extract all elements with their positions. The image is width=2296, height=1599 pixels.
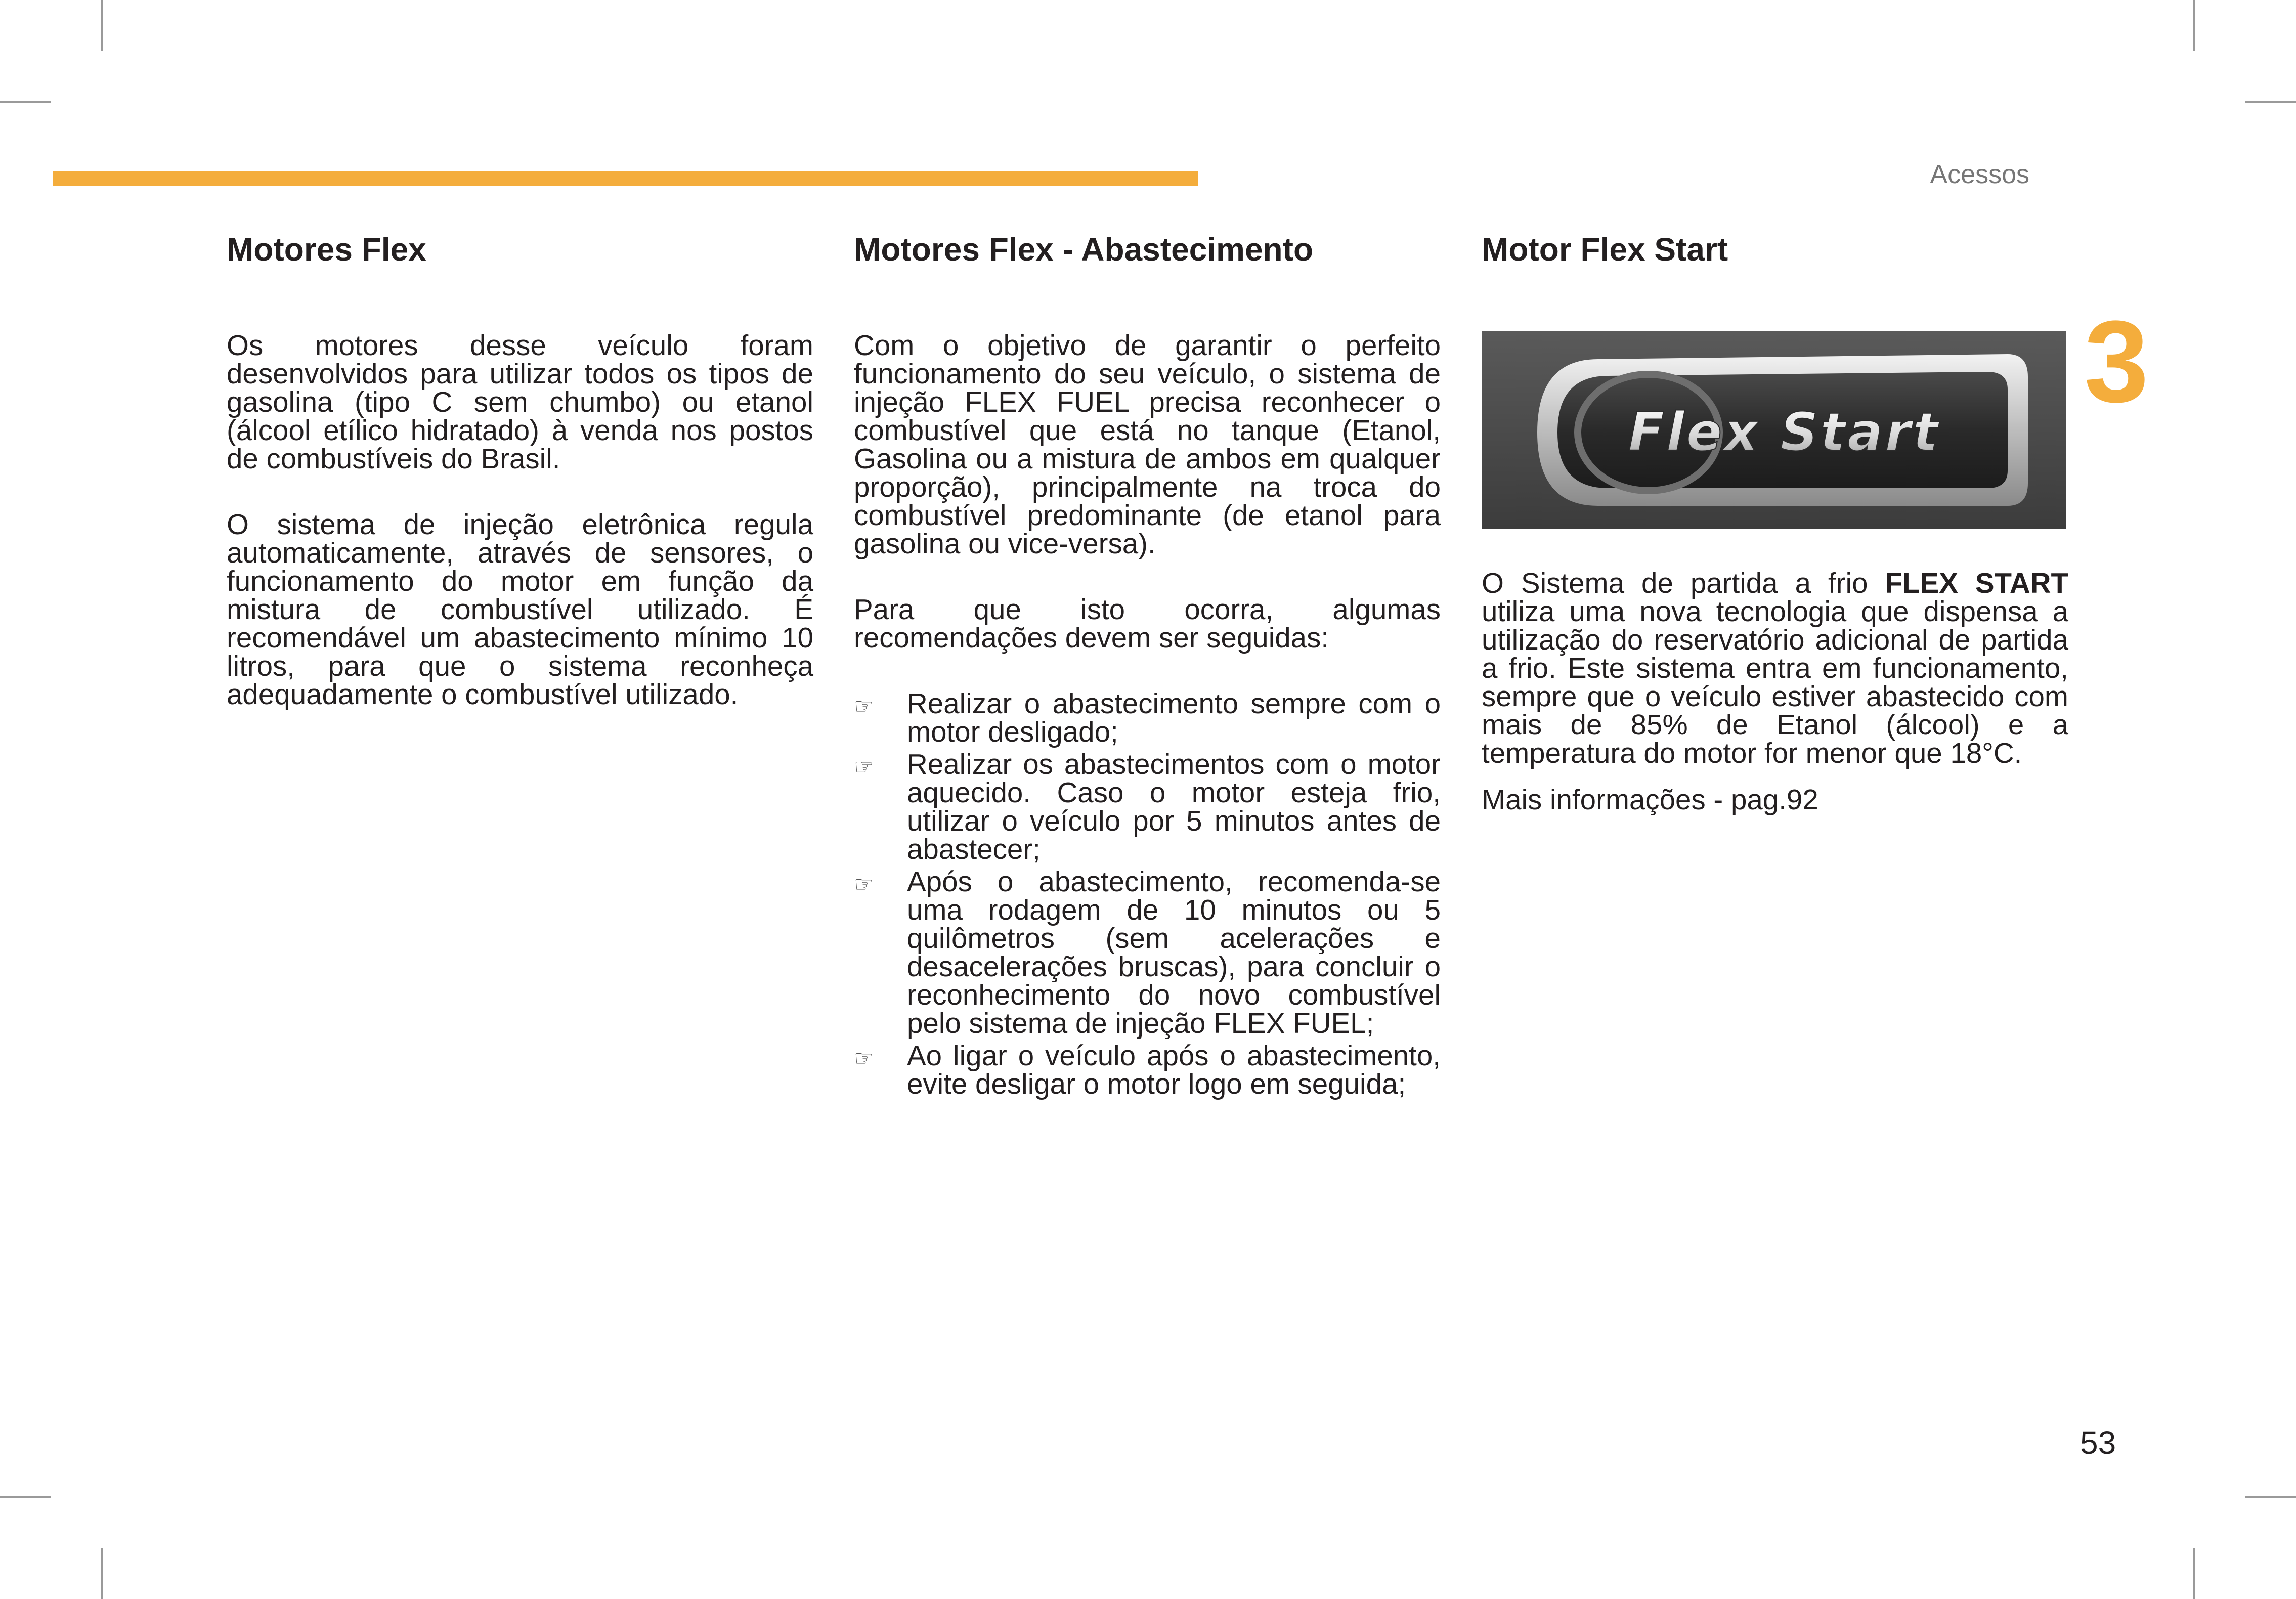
crop-mark — [101, 0, 103, 51]
list-item-text: Após o abastecimento, recomenda-se uma rodagem de 10 minutos ou 5 quilômetros (sem acelerações e desacelerações bruscas), para concluir o reconhecimento do novo combustível pelo sistema de injeção FLEX FUEL; — [907, 866, 1441, 1039]
header-accent-bar — [53, 171, 1198, 186]
intro-bold-text: FLEX START — [1885, 567, 2068, 599]
intro-text-continued: utiliza uma nova tecnologia que dispensa a utilização do reservatório adicional de partida a frio. Este sistema entra em funcionamento, sempre que o veículo estiver abastecido com mais de 85% de Etanol (álcool) e a temperatura do motor for menor que 18°C. — [1482, 595, 2068, 769]
logo-text: Flex Start — [1628, 401, 1940, 463]
pointing-hand-icon: ☞ — [854, 694, 874, 719]
paragraph — [1482, 569, 2068, 767]
crop-mark — [0, 101, 51, 103]
list-item-text: Ao ligar o veículo após o abastecimento, evite desligar o motor logo em seguida; — [907, 1040, 1441, 1100]
section-heading: Motor Flex Start — [1482, 231, 1728, 268]
list-item — [854, 1042, 1441, 1098]
paragraph: Com o objetivo de garantir o perfeito funcionamento do seu veículo, o sistema de injeção FLEX FUEL precisa reconhecer o combustível que está no tanque (Etanol, Gasolina ou a mistura de ambos em qualquer proporção), principalmente na troca do combustível predominante (de etanol para gasolina ou vice-versa). — [854, 329, 1441, 559]
paragraph: Os motores desse veículo foram desenvolvidos para utilizar todos os tipos de gasolina (tipo C sem chumbo) ou etanol (álcool etílico hidratado) à venda nos postos de combustíveis do Brasil. — [227, 329, 813, 474]
list-item-text: Realizar os abastecimentos com o motor aquecido. Caso o motor esteja frio, utilizar o veículo por 5 minutos antes de abastecer; — [907, 748, 1441, 865]
pointing-hand-icon: ☞ — [854, 872, 874, 897]
flex-start-logo-image — [1482, 331, 2066, 529]
crop-mark — [0, 1496, 51, 1498]
list-item — [854, 750, 1441, 863]
paragraph: O sistema de injeção eletrônica regula automaticamente, através de sensores, o funcionamento do motor em função da mistura de combustível utilizado. É recomendável um abastecimento mínimo 10 litros, para que o sistema reconheça adequadamente o combustível utilizado. — [227, 508, 813, 710]
crop-mark — [2245, 1496, 2296, 1498]
list-item — [854, 868, 1441, 1038]
pointing-hand-icon: ☞ — [854, 755, 874, 780]
crop-mark — [2193, 1548, 2195, 1599]
chapter-number: 3 — [2084, 296, 2149, 426]
crop-mark — [2245, 101, 2296, 103]
section-heading: Motores Flex - Abastecimento — [854, 231, 1314, 268]
list-item — [854, 689, 1441, 746]
section-heading: Motores Flex — [227, 231, 426, 268]
column-flex-start — [1482, 230, 2068, 814]
list-item-text: Realizar o abastecimento sempre com o motor desligado; — [907, 687, 1441, 748]
page-number: 53 — [2080, 1424, 2116, 1461]
crop-mark — [2193, 0, 2195, 51]
section-label: Acessos — [1930, 160, 2029, 189]
recommendation-list — [854, 689, 1441, 1098]
pointing-hand-icon: ☞ — [854, 1046, 874, 1071]
paragraph: Para que isto ocorra, algumas recomendações devem ser seguidas: — [854, 593, 1441, 654]
column-motores-flex — [227, 230, 813, 709]
intro-text: O Sistema de partida a frio — [1482, 567, 1885, 599]
more-info-text: Mais informações - pag.92 — [1482, 784, 1818, 815]
column-abastecimento — [854, 230, 1441, 1102]
crop-mark — [101, 1548, 103, 1599]
flex-start-badge — [1482, 331, 2066, 529]
